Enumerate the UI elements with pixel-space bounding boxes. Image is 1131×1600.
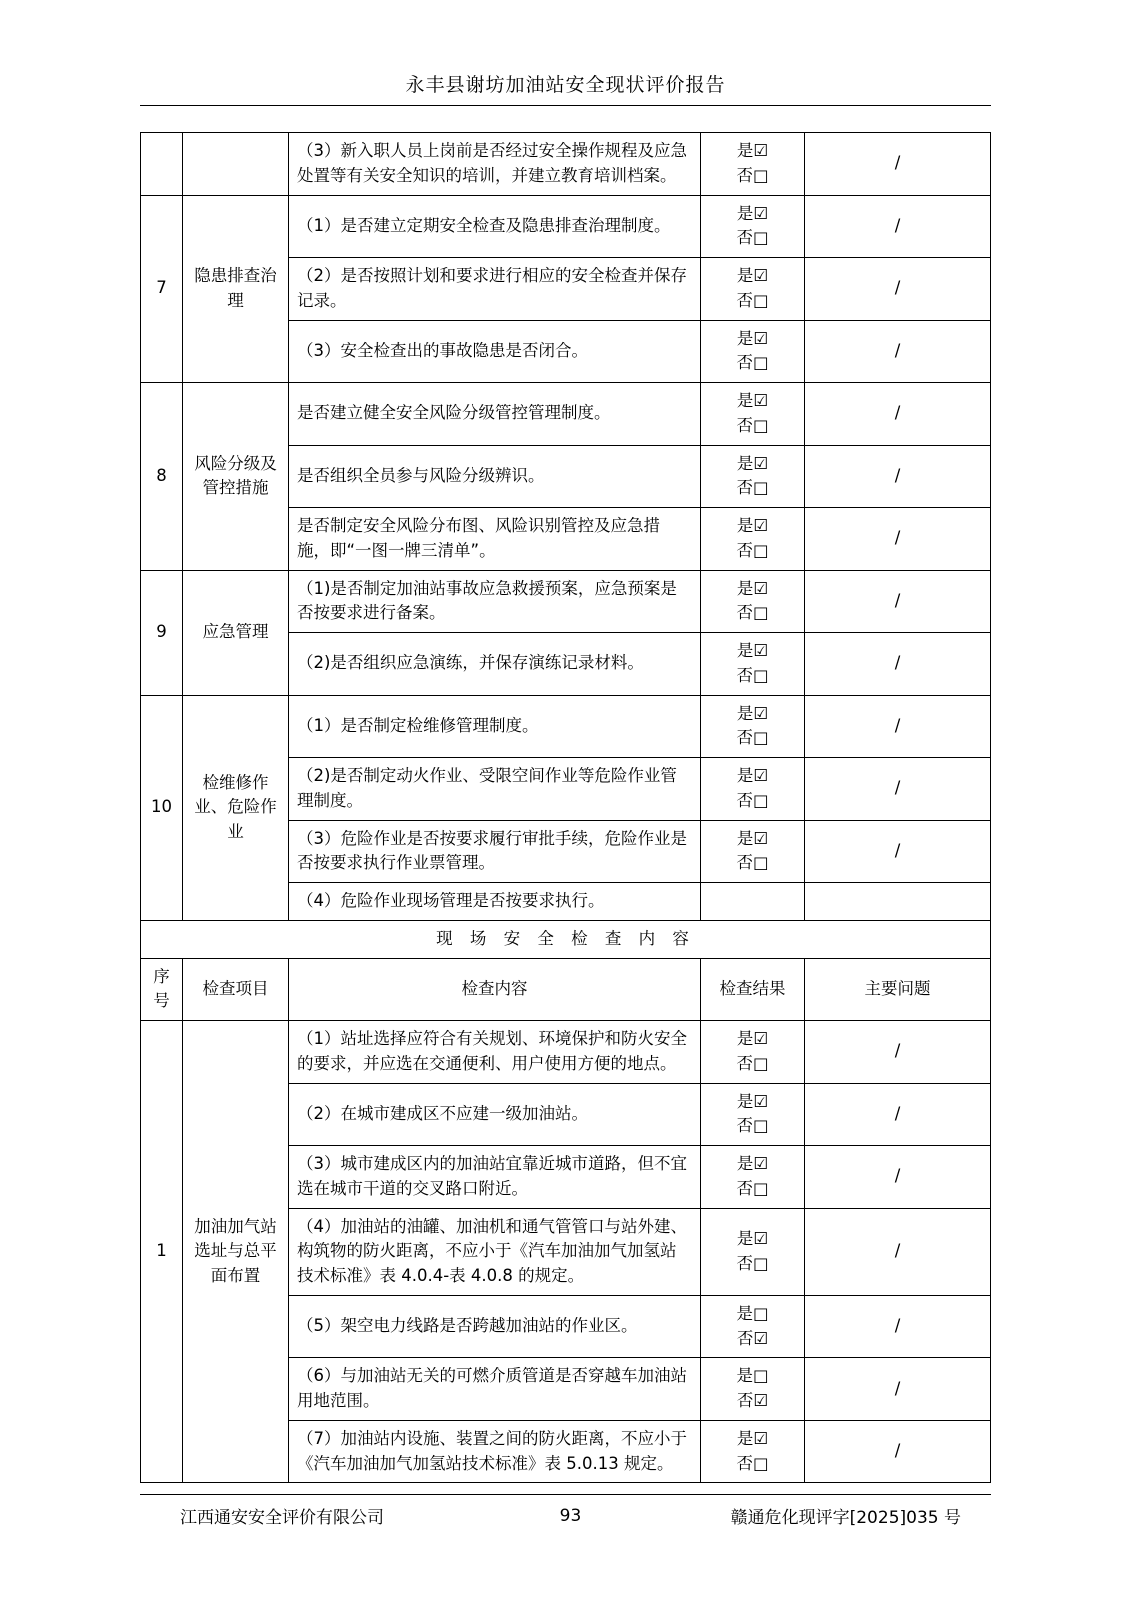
column-header-content: 检查内容 bbox=[289, 958, 701, 1021]
no-checkbox[interactable]: □ bbox=[752, 603, 769, 623]
yes-label: 是 bbox=[736, 1366, 753, 1386]
no-checkbox[interactable]: ☑ bbox=[753, 1328, 769, 1348]
row-result[interactable] bbox=[701, 633, 805, 696]
yes-label: 是 bbox=[736, 266, 754, 285]
yes-checkbox[interactable]: □ bbox=[752, 1366, 769, 1386]
row-problem: / bbox=[805, 195, 991, 258]
no-label: 否 bbox=[736, 290, 753, 310]
no-label: 否 bbox=[736, 1053, 753, 1073]
row-problem: / bbox=[805, 695, 991, 758]
row-content: 是否组织全员参与风险分级辨识。 bbox=[289, 445, 701, 508]
yes-label: 是 bbox=[736, 1154, 754, 1173]
row-no: 7 bbox=[141, 195, 183, 383]
row-no: 1 bbox=[141, 1021, 183, 1483]
footer-page-number: 93 bbox=[559, 1505, 582, 1526]
no-label: 否 bbox=[736, 1116, 753, 1136]
column-header-no: 序号 bbox=[141, 958, 183, 1021]
column-header-problem: 主要问题 bbox=[805, 958, 991, 1021]
no-label: 否 bbox=[736, 1328, 754, 1348]
row-content: （7）加油站内设施、装置之间的防火距离，不应小于《汽车加油加气加氢站技术标准》表 5.0.13 规定。 bbox=[289, 1420, 701, 1483]
row-no: 8 bbox=[141, 383, 183, 571]
no-label: 否 bbox=[736, 1253, 753, 1273]
row-problem: / bbox=[805, 320, 991, 383]
footer-company: 江西通安安全评价有限公司 bbox=[180, 1508, 384, 1528]
yes-label: 是 bbox=[736, 766, 754, 785]
row-content: 是否制定安全风险分布图、风险识别管控及应急措施，即“一图一牌三清单”。 bbox=[289, 508, 701, 571]
row-result[interactable] bbox=[701, 320, 805, 383]
row-problem: / bbox=[805, 133, 991, 196]
row-result[interactable] bbox=[701, 1146, 805, 1209]
yes-label: 是 bbox=[736, 1091, 754, 1111]
no-label: 否 bbox=[736, 790, 753, 810]
row-problem: / bbox=[805, 508, 991, 571]
yes-checkbox[interactable]: ☑ bbox=[753, 328, 769, 348]
footer-doc-number: 赣通危化现评字[2025]035 号 bbox=[730, 1508, 961, 1528]
yes-checkbox[interactable]: ☑ bbox=[753, 141, 769, 160]
no-checkbox[interactable]: □ bbox=[752, 228, 769, 248]
page-footer bbox=[140, 1494, 991, 1528]
row-item: 隐患排查治理 bbox=[183, 195, 289, 383]
yes-label: 是 bbox=[736, 141, 754, 160]
row-result[interactable] bbox=[701, 695, 805, 758]
no-label: 否 bbox=[736, 603, 753, 623]
yes-label: 是 bbox=[736, 1228, 754, 1248]
column-header-result: 检查结果 bbox=[701, 958, 805, 1021]
table-row bbox=[141, 695, 991, 758]
yes-label: 是 bbox=[736, 453, 754, 473]
yes-checkbox[interactable]: ☑ bbox=[753, 1029, 769, 1048]
row-result[interactable] bbox=[701, 1208, 805, 1295]
no-label: 否 bbox=[736, 353, 753, 373]
row-content: 是否建立健全安全风险分级管控管理制度。 bbox=[289, 383, 701, 446]
page-header: 永丰县谢坊加油站安全现状评价报告 bbox=[140, 70, 991, 106]
row-no bbox=[141, 133, 183, 196]
row-result[interactable] bbox=[701, 1420, 805, 1483]
yes-checkbox[interactable]: ☑ bbox=[753, 703, 769, 723]
yes-checkbox[interactable]: □ bbox=[752, 1303, 769, 1323]
row-result[interactable] bbox=[701, 1083, 805, 1146]
yes-checkbox[interactable]: ☑ bbox=[753, 516, 769, 535]
column-header-row bbox=[141, 958, 991, 1021]
row-result[interactable] bbox=[701, 1021, 805, 1084]
table-row bbox=[141, 570, 991, 633]
no-label: 否 bbox=[736, 1391, 754, 1410]
row-content: （3）安全检查出的事故隐患是否闭合。 bbox=[289, 320, 701, 383]
row-content: （5）架空电力线路是否跨越加油站的作业区。 bbox=[289, 1295, 701, 1358]
row-content: （4）危险作业现场管理是否按要求执行。 bbox=[289, 883, 701, 921]
row-content: （6）与加油站无关的可燃介质管道是否穿越车加油站用地范围。 bbox=[289, 1358, 701, 1421]
yes-checkbox[interactable]: ☑ bbox=[753, 1228, 769, 1248]
yes-checkbox[interactable]: ☑ bbox=[753, 203, 769, 223]
row-result[interactable] bbox=[701, 570, 805, 633]
yes-label: 是 bbox=[736, 516, 754, 535]
yes-checkbox[interactable]: ☑ bbox=[753, 1154, 769, 1173]
row-no: 9 bbox=[141, 570, 183, 695]
inspection-table bbox=[140, 132, 991, 1483]
no-checkbox[interactable]: □ bbox=[752, 415, 769, 435]
yes-label: 是 bbox=[736, 203, 754, 223]
yes-checkbox[interactable]: ☑ bbox=[753, 578, 769, 598]
yes-label: 是 bbox=[736, 391, 754, 410]
row-result[interactable] bbox=[701, 1358, 805, 1421]
row-result[interactable] bbox=[701, 1295, 805, 1358]
yes-checkbox[interactable]: ☑ bbox=[753, 391, 769, 410]
no-label: 否 bbox=[736, 478, 753, 498]
row-problem bbox=[805, 883, 991, 921]
row-problem: / bbox=[805, 570, 991, 633]
table-row bbox=[141, 383, 991, 446]
no-checkbox[interactable]: □ bbox=[752, 1178, 769, 1198]
no-checkbox[interactable]: □ bbox=[752, 853, 769, 873]
no-label: 否 bbox=[736, 1178, 753, 1198]
row-content: （2）在城市建成区不应建一级加油站。 bbox=[289, 1083, 701, 1146]
no-label: 否 bbox=[736, 228, 753, 248]
no-checkbox[interactable]: □ bbox=[752, 790, 769, 810]
row-result[interactable] bbox=[701, 820, 805, 883]
row-result[interactable] bbox=[701, 195, 805, 258]
row-content: （3）城市建成区内的加油站宜靠近城市道路，但不宜选在城市干道的交叉路口附近。 bbox=[289, 1146, 701, 1209]
yes-label: 是 bbox=[736, 578, 754, 598]
yes-checkbox[interactable]: ☑ bbox=[753, 266, 769, 285]
row-item: 应急管理 bbox=[183, 570, 289, 695]
yes-label: 是 bbox=[736, 828, 754, 848]
row-content: （1）站址选择应符合有关规划、环境保护和防火安全的要求，并应选在交通便利、用户使用方便的地点。 bbox=[289, 1021, 701, 1084]
row-result[interactable] bbox=[701, 508, 805, 571]
yes-label: 是 bbox=[736, 1428, 754, 1448]
row-problem: / bbox=[805, 383, 991, 446]
yes-label: 是 bbox=[736, 1303, 753, 1323]
row-content: （3）新入职人员上岗前是否经过安全操作规程及应急处置等有关安全知识的培训，并建立教育培训档案。 bbox=[289, 133, 701, 196]
row-problem: / bbox=[805, 258, 991, 321]
row-content: （2)是否组织应急演练，并保存演练记录材料。 bbox=[289, 633, 701, 696]
section-title-row bbox=[141, 920, 991, 958]
row-content: （1）是否制定检维修管理制度。 bbox=[289, 695, 701, 758]
row-content: （2)是否制定动火作业、受限空间作业等危险作业管理制度。 bbox=[289, 758, 701, 821]
yes-label: 是 bbox=[736, 641, 754, 660]
row-result[interactable] bbox=[701, 258, 805, 321]
row-item bbox=[183, 133, 289, 196]
row-result[interactable] bbox=[701, 133, 805, 196]
row-problem: / bbox=[805, 1146, 991, 1209]
no-checkbox[interactable]: ☑ bbox=[753, 1391, 769, 1410]
table-row bbox=[141, 195, 991, 258]
section-title: 现 场 安 全 检 查 内 容 bbox=[141, 920, 991, 958]
no-label: 否 bbox=[736, 1453, 753, 1473]
row-content: （1)是否制定加油站事故应急救援预案，应急预案是否按要求进行备案。 bbox=[289, 570, 701, 633]
yes-checkbox[interactable]: ☑ bbox=[753, 828, 769, 848]
table-row bbox=[141, 1021, 991, 1084]
no-checkbox[interactable]: □ bbox=[752, 665, 769, 685]
yes-checkbox[interactable]: ☑ bbox=[753, 1091, 769, 1111]
row-content: （2）是否按照计划和要求进行相应的安全检查并保存记录。 bbox=[289, 258, 701, 321]
row-problem: / bbox=[805, 1295, 991, 1358]
yes-checkbox[interactable]: ☑ bbox=[753, 641, 769, 660]
row-problem: / bbox=[805, 1358, 991, 1421]
column-header-item: 检查项目 bbox=[183, 958, 289, 1021]
row-problem: / bbox=[805, 1083, 991, 1146]
no-checkbox[interactable]: □ bbox=[752, 478, 769, 498]
no-checkbox[interactable]: □ bbox=[752, 728, 769, 748]
yes-label: 是 bbox=[736, 703, 754, 723]
no-label: 否 bbox=[736, 540, 753, 560]
no-checkbox[interactable]: □ bbox=[752, 540, 769, 560]
no-checkbox[interactable]: □ bbox=[752, 1453, 769, 1473]
no-label: 否 bbox=[736, 165, 753, 185]
no-checkbox[interactable]: □ bbox=[752, 165, 769, 185]
no-checkbox[interactable]: □ bbox=[752, 1253, 769, 1273]
row-problem: / bbox=[805, 758, 991, 821]
row-content: （4）加油站的油罐、加油机和通气管管口与站外建、构筑物的防火距离，不应小于《汽车加油加气加氢站技术标准》表 4.0.4-表 4.0.8 的规定。 bbox=[289, 1208, 701, 1295]
row-content: （3）危险作业是否按要求履行审批手续，危险作业是否按要求执行作业票管理。 bbox=[289, 820, 701, 883]
table-row bbox=[141, 133, 991, 196]
row-result[interactable] bbox=[701, 383, 805, 446]
row-no: 10 bbox=[141, 695, 183, 920]
no-checkbox[interactable]: □ bbox=[752, 290, 769, 310]
row-problem: / bbox=[805, 1420, 991, 1483]
row-result[interactable] bbox=[701, 883, 805, 921]
no-checkbox[interactable]: □ bbox=[752, 1116, 769, 1136]
row-problem: / bbox=[805, 820, 991, 883]
yes-label: 是 bbox=[736, 328, 754, 348]
row-problem: / bbox=[805, 633, 991, 696]
row-content: （1）是否建立定期安全检查及隐患排查治理制度。 bbox=[289, 195, 701, 258]
no-label: 否 bbox=[736, 665, 753, 685]
yes-checkbox[interactable]: ☑ bbox=[753, 1428, 769, 1448]
row-result[interactable] bbox=[701, 445, 805, 508]
row-problem: / bbox=[805, 445, 991, 508]
row-item: 检维修作业、危险作业 bbox=[183, 695, 289, 920]
no-checkbox[interactable]: □ bbox=[752, 353, 769, 373]
no-label: 否 bbox=[736, 728, 753, 748]
row-item: 加油加气站选址与总平面布置 bbox=[183, 1021, 289, 1483]
yes-checkbox[interactable]: ☑ bbox=[753, 766, 769, 785]
no-label: 否 bbox=[736, 853, 753, 873]
yes-label: 是 bbox=[736, 1029, 754, 1048]
no-label: 否 bbox=[736, 415, 753, 435]
yes-checkbox[interactable]: ☑ bbox=[753, 453, 769, 473]
row-result[interactable] bbox=[701, 758, 805, 821]
table-body bbox=[141, 133, 991, 1483]
no-checkbox[interactable]: □ bbox=[752, 1053, 769, 1073]
row-problem: / bbox=[805, 1208, 991, 1295]
row-item: 风险分级及管控措施 bbox=[183, 383, 289, 571]
row-problem: / bbox=[805, 1021, 991, 1084]
